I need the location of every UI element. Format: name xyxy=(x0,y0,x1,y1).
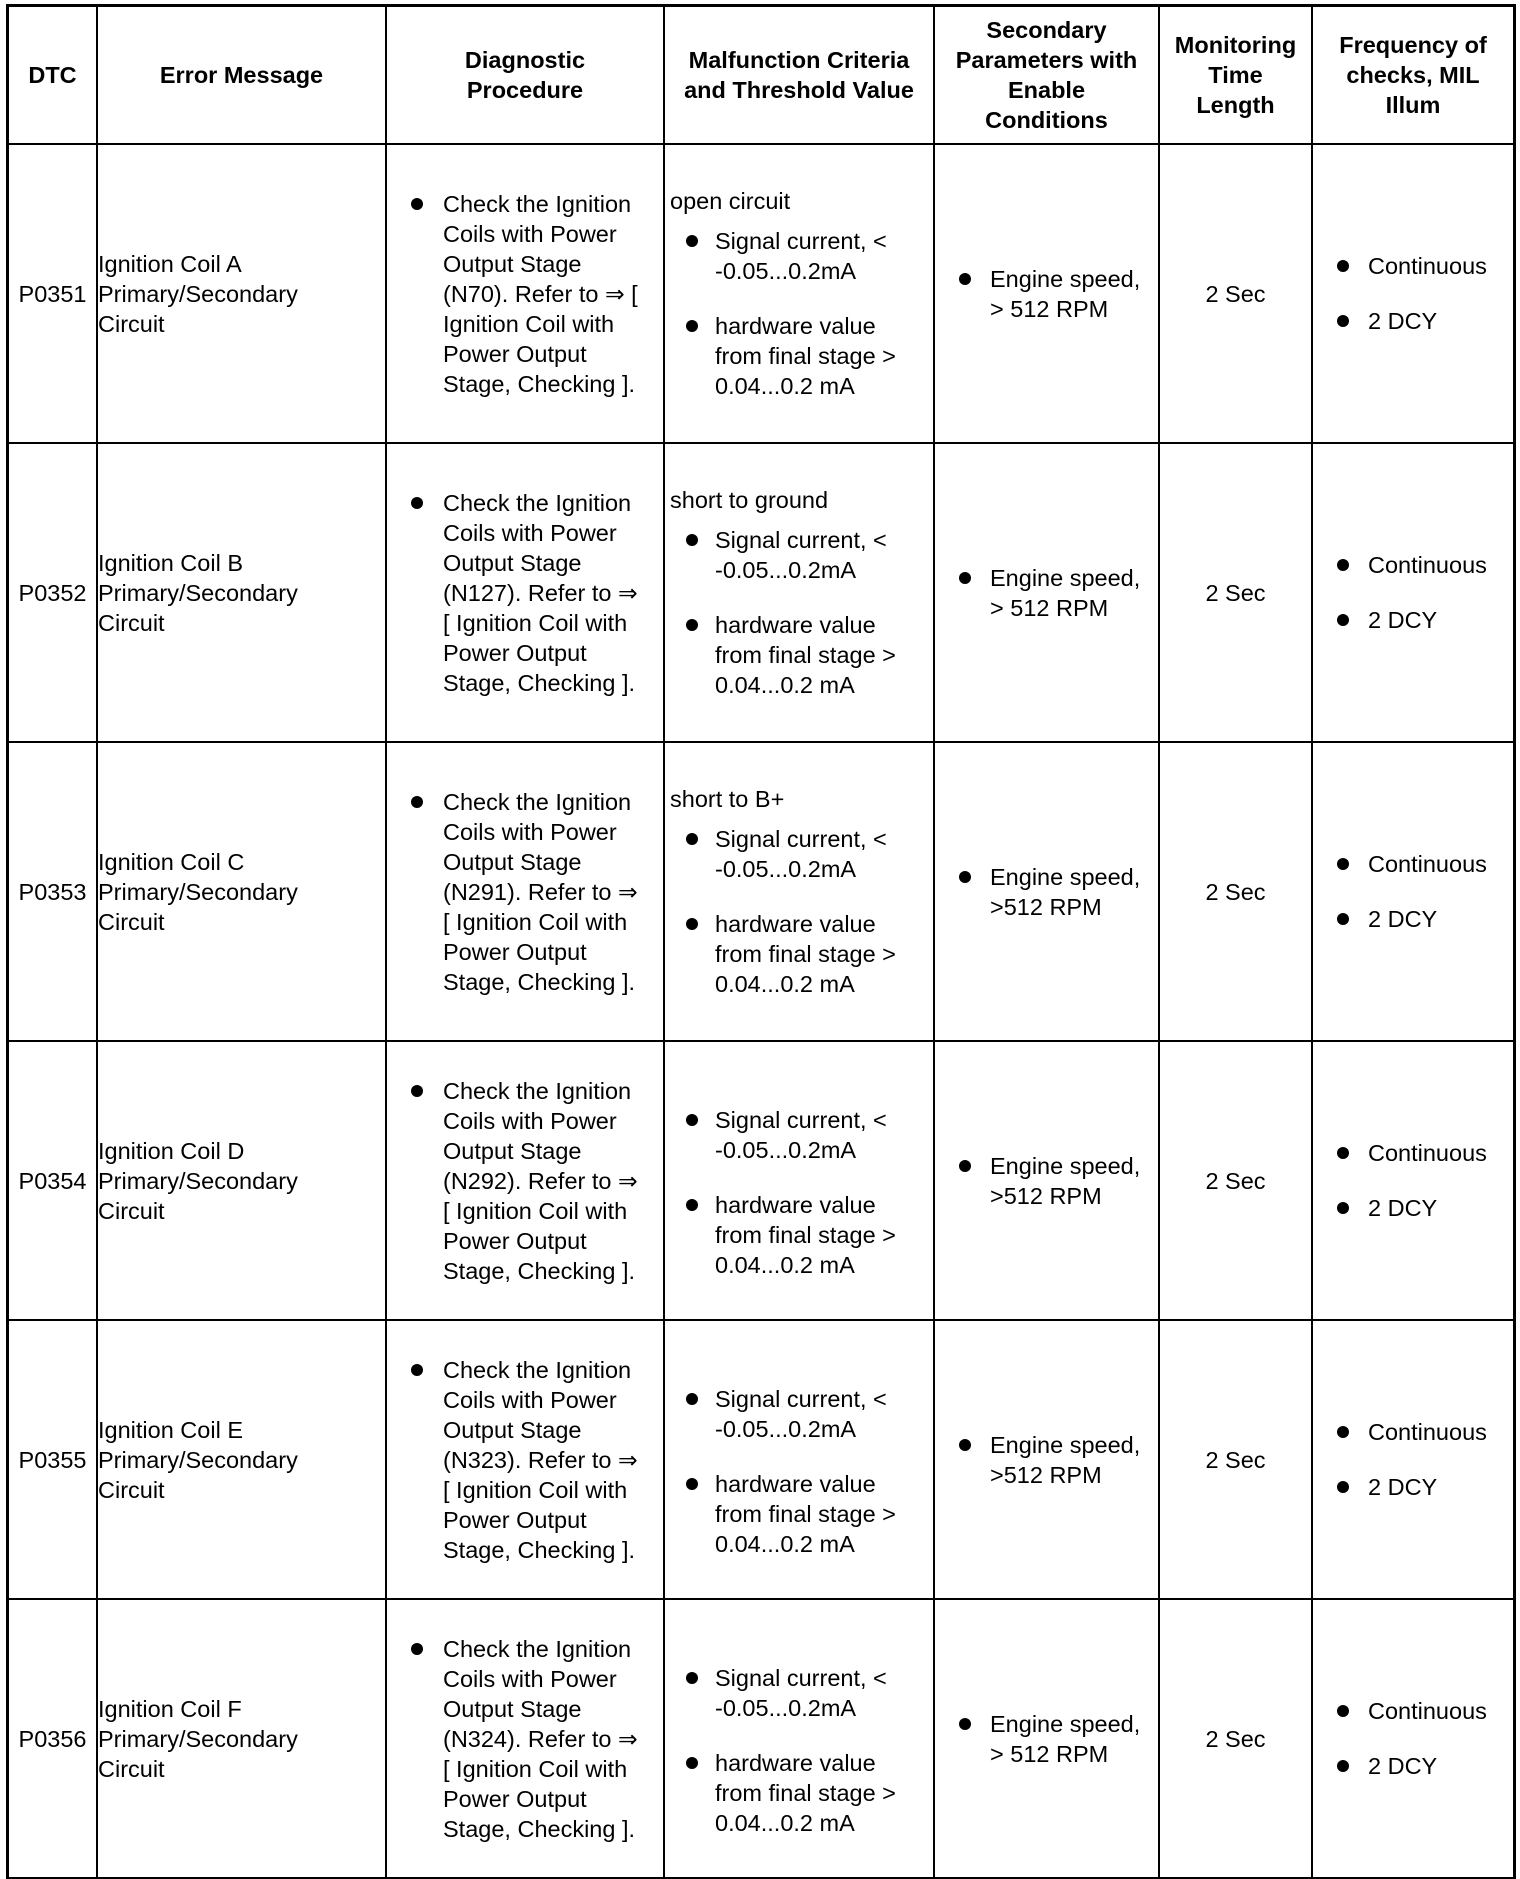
header-error-message: Error Message xyxy=(97,6,386,144)
table-row xyxy=(8,1320,1514,1599)
table-body xyxy=(8,144,1514,1878)
bullet-icon xyxy=(686,534,698,546)
list-item: Signal current, < -0.05...0.2mA xyxy=(665,226,933,286)
dtc-table xyxy=(7,5,1515,1879)
bullet-icon xyxy=(959,1160,971,1172)
secondary-parameters xyxy=(934,144,1159,443)
diagnostic-procedure xyxy=(386,1320,664,1599)
malfunction-criteria xyxy=(664,742,934,1041)
bullet-icon xyxy=(1337,559,1349,571)
header-monitoring-time: Monitoring Time Length xyxy=(1159,6,1312,144)
list-item: Check the Ignition Coils with Power Output Stage (N323). Refer to ⇒ [ Ignition Coil with Power Output Stage, Checking ]. xyxy=(387,1355,663,1565)
bullet-icon xyxy=(1337,315,1349,327)
bullet-icon xyxy=(1337,1481,1349,1493)
secondary-parameters xyxy=(934,1041,1159,1320)
list-item: Engine speed, > 512 RPM xyxy=(935,563,1158,623)
check-frequency xyxy=(1312,144,1514,443)
bullet-icon xyxy=(411,1364,423,1376)
monitoring-time: 2 Sec xyxy=(1159,1599,1312,1878)
dtc-code: P0354 xyxy=(8,1041,97,1320)
monitoring-time: 2 Sec xyxy=(1159,1041,1312,1320)
malfunction-criteria xyxy=(664,1041,934,1320)
check-frequency xyxy=(1312,1320,1514,1599)
bullet-icon xyxy=(1337,1147,1349,1159)
list-item: Signal current, < -0.05...0.2mA xyxy=(665,1105,933,1165)
bullet-icon xyxy=(686,1393,698,1405)
secondary-parameters xyxy=(934,742,1159,1041)
bullet-icon xyxy=(686,1757,698,1769)
list-item: Signal current, < -0.05...0.2mA xyxy=(665,824,933,884)
table-header xyxy=(8,6,1514,144)
dtc-code: P0356 xyxy=(8,1599,97,1878)
bullet-icon xyxy=(1337,614,1349,626)
bullet-icon xyxy=(686,320,698,332)
bullet-icon xyxy=(1337,260,1349,272)
list-item: Check the Ignition Coils with Power Output Stage (N127). Refer to ⇒ [ Ignition Coil with Power Output Stage, Checking ]. xyxy=(387,488,663,698)
bullet-icon xyxy=(686,1672,698,1684)
list-item: Continuous xyxy=(1313,1696,1513,1726)
list-item: hardware value from final stage > 0.04...0.2 mA xyxy=(665,1190,933,1280)
bullet-icon xyxy=(411,1085,423,1097)
list-item: Check the Ignition Coils with Power Output Stage (N324). Refer to ⇒ [ Ignition Coil with Power Output Stage, Checking ]. xyxy=(387,1634,663,1844)
bullet-icon xyxy=(686,1114,698,1126)
header-frequency: Frequency of checks, MIL Illum xyxy=(1312,6,1514,144)
table-row xyxy=(8,144,1514,443)
bullet-icon xyxy=(1337,1202,1349,1214)
secondary-parameters xyxy=(934,443,1159,742)
error-message: Ignition Coil C Primary/Secondary Circuit xyxy=(97,742,386,1041)
diagnostic-procedure xyxy=(386,742,664,1041)
header-secondary-parameters: Secondary Parameters with Enable Conditions xyxy=(934,6,1159,144)
bullet-icon xyxy=(959,871,971,883)
check-frequency xyxy=(1312,1041,1514,1320)
secondary-parameters xyxy=(934,1599,1159,1878)
fault-type: short to ground xyxy=(670,487,829,513)
secondary-parameters xyxy=(934,1320,1159,1599)
monitoring-time: 2 Sec xyxy=(1159,443,1312,742)
bullet-icon xyxy=(686,918,698,930)
check-frequency xyxy=(1312,742,1514,1041)
bullet-icon xyxy=(1337,913,1349,925)
bullet-icon xyxy=(411,796,423,808)
error-message: Ignition Coil A Primary/Secondary Circuit xyxy=(97,144,386,443)
list-item: Continuous xyxy=(1313,1138,1513,1168)
list-item: Continuous xyxy=(1313,550,1513,580)
bullet-icon xyxy=(959,1439,971,1451)
list-item: 2 DCY xyxy=(1313,1193,1513,1223)
dtc-code: P0355 xyxy=(8,1320,97,1599)
list-item: hardware value from final stage > 0.04...0.2 mA xyxy=(665,1469,933,1559)
diagnostic-procedure xyxy=(386,443,664,742)
list-item: Signal current, < -0.05...0.2mA xyxy=(665,1663,933,1723)
list-item: hardware value from final stage > 0.04...0.2 mA xyxy=(665,610,933,700)
header-malfunction-criteria: Malfunction Criteria and Threshold Value xyxy=(664,6,934,144)
bullet-icon xyxy=(686,833,698,845)
bullet-icon xyxy=(686,235,698,247)
list-item: Check the Ignition Coils with Power Output Stage (N70). Refer to ⇒ [ Ignition Coil with Power Output Stage, Checking ]. xyxy=(387,189,663,399)
table-row xyxy=(8,1599,1514,1878)
table-row xyxy=(8,742,1514,1041)
bullet-icon xyxy=(686,1478,698,1490)
list-item: 2 DCY xyxy=(1313,904,1513,934)
dtc-code: P0352 xyxy=(8,443,97,742)
table-row xyxy=(8,443,1514,742)
bullet-icon xyxy=(1337,1760,1349,1772)
bullet-icon xyxy=(411,198,423,210)
dtc-code: P0351 xyxy=(8,144,97,443)
error-message: Ignition Coil B Primary/Secondary Circuit xyxy=(97,443,386,742)
diagnostic-procedure xyxy=(386,144,664,443)
list-item: Signal current, < -0.05...0.2mA xyxy=(665,1384,933,1444)
list-item: Signal current, < -0.05...0.2mA xyxy=(665,525,933,585)
list-item: Check the Ignition Coils with Power Output Stage (N291). Refer to ⇒ [ Ignition Coil with Power Output Stage, Checking ]. xyxy=(387,787,663,997)
bullet-icon xyxy=(411,1643,423,1655)
check-frequency xyxy=(1312,443,1514,742)
check-frequency xyxy=(1312,1599,1514,1878)
list-item: 2 DCY xyxy=(1313,1751,1513,1781)
list-item: hardware value from final stage > 0.04...0.2 mA xyxy=(665,909,933,999)
header-diagnostic-procedure: Diagnostic Procedure xyxy=(386,6,664,144)
bullet-icon xyxy=(1337,858,1349,870)
list-item: hardware value from final stage > 0.04...0.2 mA xyxy=(665,311,933,401)
bullet-icon xyxy=(686,619,698,631)
malfunction-criteria xyxy=(664,443,934,742)
bullet-icon xyxy=(959,572,971,584)
list-item: 2 DCY xyxy=(1313,1472,1513,1502)
list-item: Continuous xyxy=(1313,1417,1513,1447)
bullet-icon xyxy=(1337,1426,1349,1438)
malfunction-criteria xyxy=(664,1320,934,1599)
monitoring-time: 2 Sec xyxy=(1159,1320,1312,1599)
list-item: Engine speed, >512 RPM xyxy=(935,1430,1158,1490)
diagnostic-procedure xyxy=(386,1599,664,1878)
malfunction-criteria xyxy=(664,1599,934,1878)
list-item: Continuous xyxy=(1313,251,1513,281)
monitoring-time: 2 Sec xyxy=(1159,742,1312,1041)
list-item: Continuous xyxy=(1313,849,1513,879)
table-row xyxy=(8,1041,1514,1320)
dtc-code: P0353 xyxy=(8,742,97,1041)
bullet-icon xyxy=(959,1718,971,1730)
error-message: Ignition Coil D Primary/Secondary Circuit xyxy=(97,1041,386,1320)
monitoring-time: 2 Sec xyxy=(1159,144,1312,443)
diagnostic-procedure xyxy=(386,1041,664,1320)
bullet-icon xyxy=(411,497,423,509)
list-item: hardware value from final stage > 0.04...0.2 mA xyxy=(665,1748,933,1838)
bullet-icon xyxy=(959,273,971,285)
header-dtc: DTC xyxy=(8,6,97,144)
bullet-icon xyxy=(1337,1705,1349,1717)
list-item: 2 DCY xyxy=(1313,605,1513,635)
error-message: Ignition Coil F Primary/Secondary Circuit xyxy=(97,1599,386,1878)
fault-type: short to B+ xyxy=(670,786,785,812)
fault-type: open circuit xyxy=(670,188,791,214)
list-item: 2 DCY xyxy=(1313,306,1513,336)
list-item: Engine speed, >512 RPM xyxy=(935,862,1158,922)
malfunction-criteria xyxy=(664,144,934,443)
error-message: Ignition Coil E Primary/Secondary Circuit xyxy=(97,1320,386,1599)
list-item: Engine speed, >512 RPM xyxy=(935,1151,1158,1211)
list-item: Check the Ignition Coils with Power Output Stage (N292). Refer to ⇒ [ Ignition Coil with Power Output Stage, Checking ]. xyxy=(387,1076,663,1286)
bullet-icon xyxy=(686,1199,698,1211)
list-item: Engine speed, > 512 RPM xyxy=(935,264,1158,324)
list-item: Engine speed, > 512 RPM xyxy=(935,1709,1158,1769)
